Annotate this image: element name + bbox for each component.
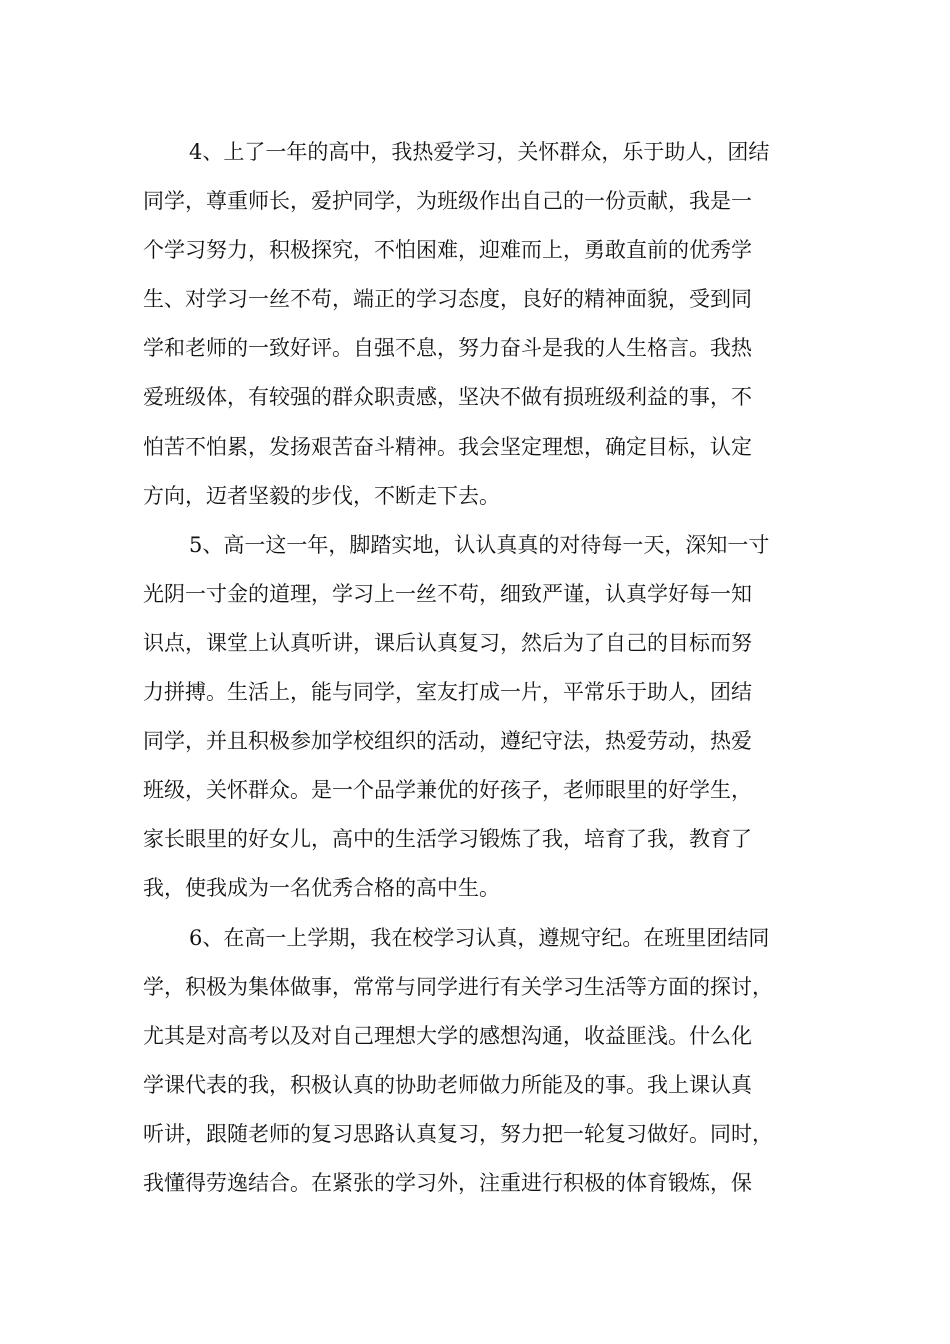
paragraph-line: 爱班级体，有较强的群众职责感，坚决不做有损班级利益的事，不 (143, 385, 752, 410)
paragraph-6 (143, 914, 811, 1209)
paragraph-line: 怕苦不怕累，发扬艰苦奋斗精神。我会坚定理想，确定目标，认定 (143, 434, 752, 459)
paragraph-line: 家长眼里的好女儿，高中的生活学习锻炼了我，培育了我，教育了 (143, 827, 752, 852)
paragraph-5 (143, 521, 811, 914)
paragraph-line: 5、高一这一年，脚踏实地，认认真真的对待每一天，深知一寸 (189, 532, 770, 557)
paragraph-line: 我懂得劳逸结合。在紧张的学习外，注重进行积极的体育锻炼，保 (143, 1170, 752, 1195)
paragraph-line: 生、对学习一丝不苟，端正的学习态度，良好的精神面貌，受到同 (143, 287, 752, 312)
paragraph-line: 识点，课堂上认真听讲，课后认真复习，然后为了自己的目标而努 (143, 630, 752, 655)
paragraph-line: 同学，尊重师长，爱护同学，为班级作出自己的一份贡献，我是一 (143, 189, 752, 214)
paragraph-line: 个学习努力，积极探究，不怕困难，迎难而上，勇敢直前的优秀学 (143, 238, 752, 263)
paragraph-line: 听讲，跟随老师的复习思路认真复习，努力把一轮复习做好。同时， (143, 1121, 773, 1146)
paragraph-line: 尤其是对高考以及对自己理想大学的感想沟通，收益匪浅。什么化 (143, 1023, 752, 1048)
paragraph-4 (143, 128, 811, 521)
paragraph-line: 6、在高一上学期，我在校学习认真，遵规守纪。在班里团结同 (189, 925, 770, 950)
paragraph-line: 学，积极为集体做事，常常与同学进行有关学习生活等方面的探讨， (143, 974, 773, 999)
paragraph-line: 班级，关怀群众。是一个品学兼优的好孩子，老师眼里的好学生， (143, 778, 752, 803)
paragraph-line: 我，使我成为一名优秀合格的高中生。 (143, 876, 500, 901)
paragraph-line: 学和老师的一致好评。自强不息，努力奋斗是我的人生格言。我热 (143, 336, 752, 361)
paragraph-line: 方向，迈者坚毅的步伐，不断走下去。 (143, 483, 500, 508)
paragraph-line: 力拼搏。生活上，能与同学，室友打成一片，平常乐于助人，团结 (143, 680, 752, 705)
paragraph-line: 学课代表的我，积极认真的协助老师做力所能及的事。我上课认真 (143, 1072, 752, 1097)
document-body (143, 128, 811, 1208)
paragraph-line: 4、上了一年的高中，我热爱学习，关怀群众，乐于助人，团结 (189, 140, 770, 164)
paragraph-line: 光阴一寸金的道理，学习上一丝不苟，细致严谨，认真学好每一知 (143, 581, 752, 606)
paragraph-line: 同学，并且积极参加学校组织的活动，遵纪守法，热爱劳动，热爱 (143, 729, 752, 754)
